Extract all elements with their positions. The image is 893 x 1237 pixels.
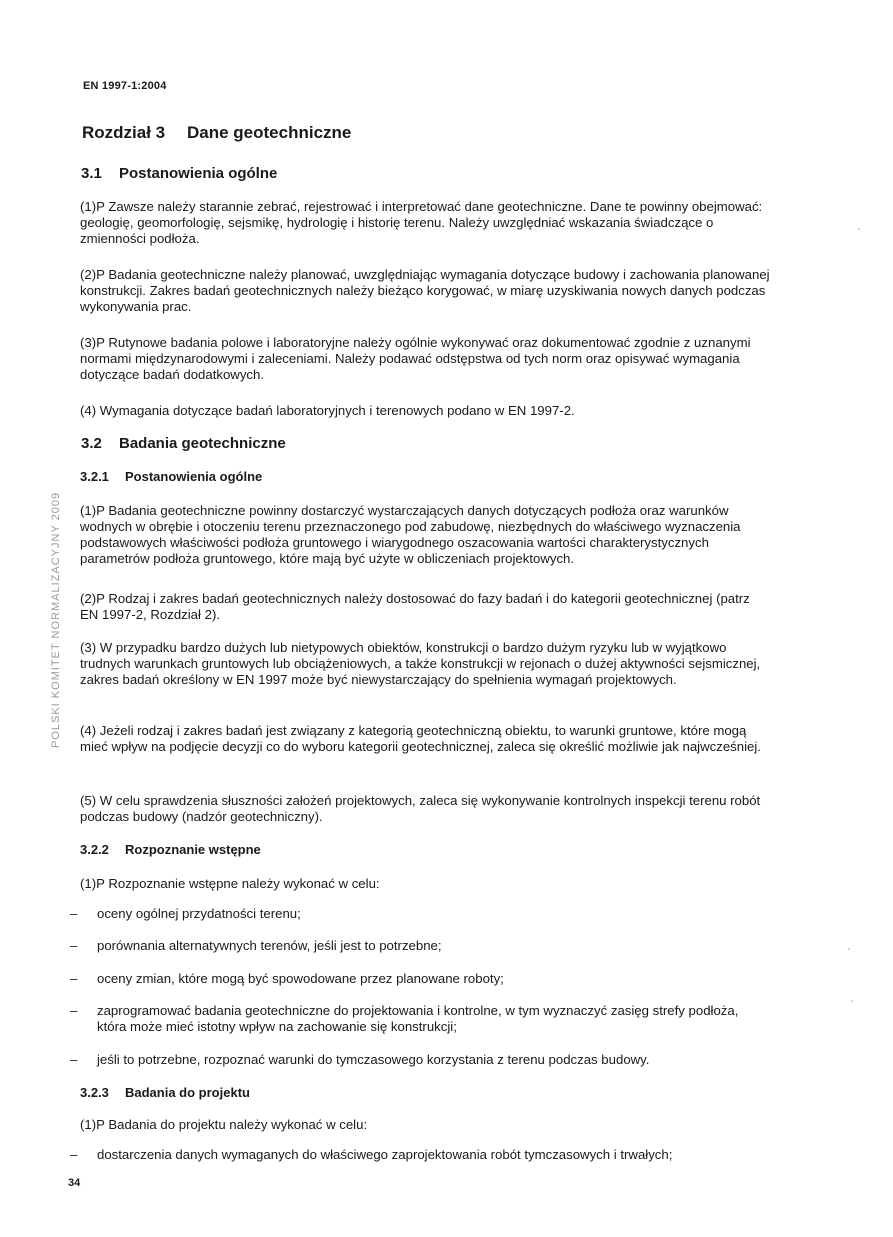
section-number: 3.2.2 [80, 842, 109, 857]
scan-speck [848, 948, 850, 950]
list-item-text: oceny zmian, które mogą być spowodowane przez planowane roboty; [97, 971, 504, 986]
paragraph-3-2-1-5: (5) W celu sprawdzenia słuszności założeń projektowych, zaleca się wykonywanie kontrolnych inspekcji terenu robót podczas budowy (nadzór geotechniczny). [80, 793, 761, 824]
section-number: 3.2 [81, 435, 102, 452]
list-item [70, 1052, 760, 1068]
scan-speck [858, 228, 860, 230]
paragraph-3-2-2-1: (1)P Rozpoznanie wstępne należy wykonać w celu: [80, 876, 380, 891]
list-dash: – [70, 906, 78, 921]
chapter-title [82, 123, 351, 143]
list-item [70, 938, 760, 954]
list-dash: – [70, 1003, 78, 1018]
list-item [70, 906, 760, 922]
list-item [70, 971, 760, 987]
sidebar-watermark: POLSKI KOMITET NORMALIZACYJNY 2009 [50, 491, 62, 748]
section-3-2-2-heading [80, 842, 261, 857]
paragraph-3-1-4: (4) Wymagania dotyczące badań laboratoryjnych i terenowych podano w EN 1997-2. [80, 403, 575, 418]
paragraph-3-2-3-1: (1)P Badania do projektu należy wykonać w celu: [80, 1117, 368, 1132]
list-item-text: jeśli to potrzebne, rozpoznać warunki do tymczasowego korzystania z terenu podczas budowy. [97, 1052, 650, 1067]
list-item-text: oceny ogólnej przydatności terenu; [97, 906, 301, 921]
section-title: Badania do projektu [125, 1085, 250, 1100]
paragraph-3-1-2: (2)P Badania geotechniczne należy planować, uwzględniając wymagania dotyczące budowy i zachowania planowanej konstrukcji. Zakres badań geotechnicznych należy bieżąco korygować, w miarę uzyskiwania nowych danych podczas wykonywania prac. [80, 267, 770, 314]
section-3-2-1-heading [80, 469, 262, 484]
section-title: Badania geotechniczne [119, 435, 286, 452]
chapter-number: Rozdział 3 [82, 123, 166, 142]
section-3-1-heading [81, 165, 277, 182]
list-item-text: zaprogramować badania geotechniczne do projektowania i kontrolne, w tym wyznaczyć zasięg strefy podłoża, która może mieć istotny wpływ na zachowanie się konstrukcji; [97, 1003, 739, 1034]
document-header: EN 1997-1:2004 [83, 80, 167, 92]
paragraph-3-1-3: (3)P Rutynowe badania polowe i laboratoryjne należy ogólnie wykonywać oraz dokumentować zgodnie z uznanymi normami międzynarodowymi i zaleceniami. Należy podawać odstępstwa od tych norm oraz opisywać wymagania dotyczące badań dodatkowych. [80, 335, 751, 382]
paragraph-3-2-1-1: (1)P Badania geotechniczne powinny dostarczyć wystarczających danych dotyczących podłoża oraz warunków wodnych w obrębie i otoczeniu terenu przeznaczonego pod zabudowę, niezbędnych do właściwego wyznaczenia podstawowych właściwości podłoża gruntowego i wiarygodnego oszacowania wartości charakterystycznych parametrów podłoża gruntowego, które mają być użyte w obliczeniach projektowych. [80, 503, 741, 566]
section-number: 3.2.1 [80, 469, 109, 484]
list-dash: – [70, 1147, 78, 1162]
list-item [70, 1003, 760, 1035]
scan-speck [851, 1000, 853, 1002]
chapter-name: Dane geotechniczne [187, 123, 352, 142]
paragraph-3-2-1-3: (3) W przypadku bardzo dużych lub nietypowych obiektów, konstrukcji o bardzo dużym ryzyku lub w wyjątkowo trudnych warunkach gruntowych lub obciążeniowych, a także konstrukcji w rejonach o dużej aktywności sejsmicznej, zakres badań określony w EN 1997 może być niewystarczający do spełnienia wymagań projektowych. [80, 640, 761, 687]
section-title: Postanowienia ogólne [119, 165, 278, 182]
page-number: 34 [68, 1177, 81, 1189]
list-dash: – [70, 938, 78, 953]
list-dash: – [70, 1052, 78, 1067]
list-dash: – [70, 971, 78, 986]
section-title: Rozpoznanie wstępne [125, 842, 261, 857]
section-title: Postanowienia ogólne [125, 469, 263, 484]
section-number: 3.1 [81, 165, 102, 182]
section-3-2-3-heading [80, 1085, 250, 1100]
paragraph-3-2-1-2: (2)P Rodzaj i zakres badań geotechnicznych należy dostosować do fazy badań i do kategorii geotechnicznej (patrz EN 1997-2, Rozdział 2). [80, 591, 750, 622]
section-3-2-heading [81, 435, 286, 452]
paragraph-3-2-1-4: (4) Jeżeli rodzaj i zakres badań jest związany z kategorią geotechniczną obiektu, to warunki gruntowe, które mogą mieć wpływ na podjęcie decyzji co do wyboru kategorii geotechnicznej, zaleca się określić możliwie jak najwcześniej. [80, 723, 761, 754]
section-number: 3.2.3 [80, 1085, 109, 1100]
paragraph-3-1-1: (1)P Zawsze należy starannie zebrać, rejestrować i interpretować dane geotechniczne. Dane te powinny obejmować: geologię, geomorfologię, sejsmikę, hydrologię i historię terenu. Należy uwzględniać wskazania świadczące o zmienności podłoża. [80, 199, 763, 246]
list-item-text: dostarczenia danych wymaganych do właściwego zaprojektowania robót tymczasowych i trwałych; [97, 1147, 673, 1162]
list-item [70, 1147, 760, 1163]
list-item-text: porównania alternatywnych terenów, jeśli jest to potrzebne; [97, 938, 442, 953]
